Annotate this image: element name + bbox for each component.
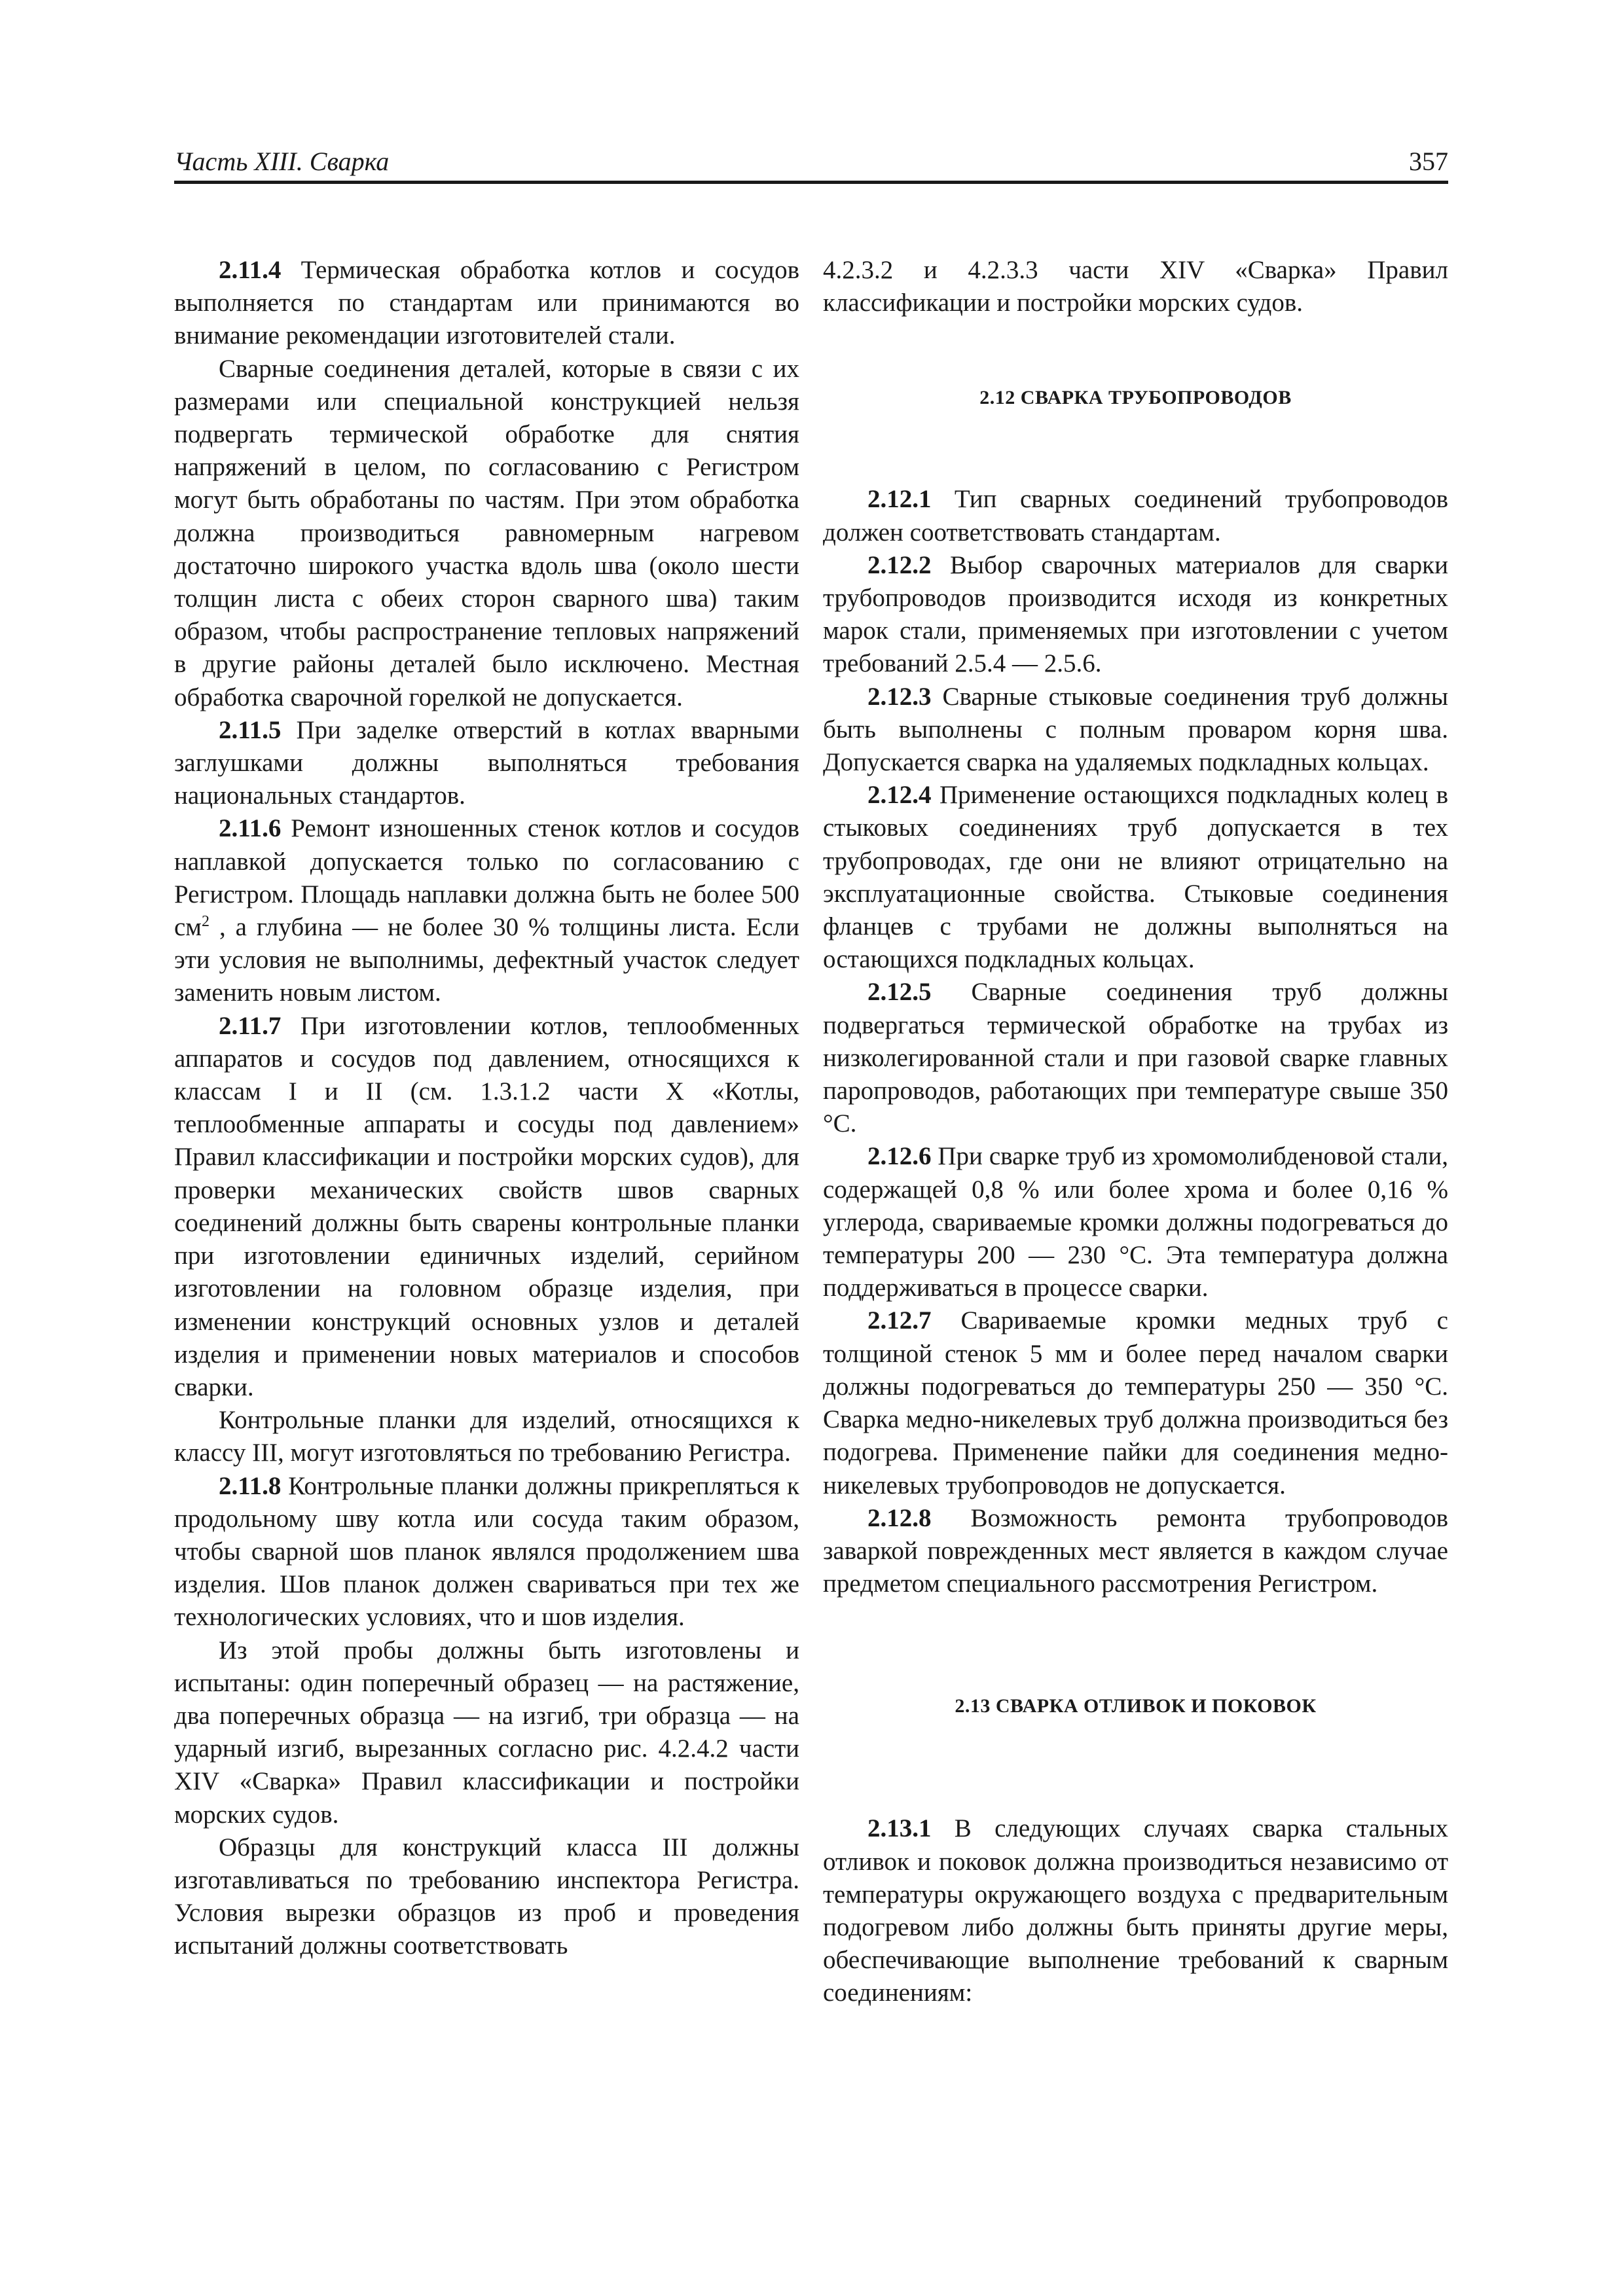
clause-number: 2.11.4 <box>219 256 282 284</box>
running-title: Часть XIII. Сварка <box>174 147 390 176</box>
paragraph-2-12-6 <box>823 1140 1448 1304</box>
clause-number: 2.12.2 <box>867 550 932 579</box>
clause-text: Возможность ремонта трубопроводов заваркой поврежденных мест является в каждом случае предметом специального рассмотрения Регистром. <box>823 1503 1448 1598</box>
paragraph-2-11-6 <box>174 812 799 1009</box>
clause-number: 2.12.8 <box>867 1503 932 1532</box>
paragraph-2-12-3 <box>823 681 1448 780</box>
clause-text: Термическая обработка котлов и сосудов выполняется по стандартам или принимаются во внимание рекомендации изготовителей стали. <box>174 256 799 350</box>
clause-text: Контрольные планки должны прикрепляться к продольному шву котла или сосуда таким образом, чтобы сварной шов планок являлся продолжением шва изделия. Шов планок должен свариваться при тех же технологических условиях, что и шов изделия. <box>174 1471 799 1632</box>
section-heading-2-13: 2.13 СВАРКА ОТЛИВОК И ПОКОВОК <box>955 1695 1317 1717</box>
clause-text: Тип сварных соединений трубопроводов должен соответствовать стандартам. <box>823 485 1448 547</box>
clause-text: При заделке отверстий в котлах вварными заглушками должны выполняться требования национальных стандартов. <box>174 715 799 810</box>
paragraph-2-12-4 <box>823 779 1448 976</box>
paragraph-2-13-1 <box>823 1812 1448 2009</box>
paragraph-2-12-1 <box>823 483 1448 548</box>
clause-number: 2.12.3 <box>867 682 932 711</box>
section-heading-2-12: 2.12 СВАРКА ТРУБОПРОВОДОВ <box>979 387 1292 409</box>
clause-number: 2.12.4 <box>867 781 932 810</box>
clause-number: 2.12.1 <box>867 485 932 514</box>
paragraph-2-11-8-class-iii: Образцы для конструкций класса III должны изготавливаться по требованию инспектора Регистра. Условия вырезки образцов из проб и проведения испытаний должны соответствовать <box>174 1833 799 1960</box>
paragraph-2-11-5 <box>174 714 799 813</box>
paragraph-2-12-7 <box>823 1304 1448 1501</box>
paragraph-2-11-7 <box>174 1010 799 1404</box>
paragraph-2-12-8 <box>823 1502 1448 1601</box>
paragraph-2-11-8-samples: Из этой пробы должны быть изготовлены и испытаны: один поперечный образец — на растяжение, два поперечных образца — на изгиб, три образца — на ударный изгиб, вырезанных согласно рис. 4.2.4.2 части XIV «Сварка» Правил классификации и постройки морских судов. <box>174 1636 799 1829</box>
right-column <box>823 254 1448 2010</box>
clause-text-continued: , а глубина — не более 30 % толщины листа. Если эти условия не выполнимы, дефектный участок следует заменить новым листом. <box>174 913 799 1007</box>
page-header <box>174 139 1448 184</box>
clause-number: 2.11.7 <box>219 1011 282 1040</box>
paragraph-2-11-7-continued: Контрольные планки для изделий, относящихся к классу III, могут изготовляться по требованию Регистра. <box>174 1406 799 1467</box>
clause-text: При изготовлении котлов, теплообменных аппаратов и сосудов под давлением, относящихся к классам I и II (см. 1.3.1.2 части X «Котлы, теплообменные аппараты и сосуды под давлением» Правил классификации и постройки морских судов), для проверки механических свойств швов сварных соединений должны быть сварены контрольные планки при изготовлении единичных изделий, серийном изготовлении на головном образце изделия, при изменении конструкций основных узлов и деталей изделия и применении новых материалов и способов сварки. <box>174 1011 799 1401</box>
page-number: 357 <box>1409 147 1448 176</box>
clause-number: 2.12.7 <box>867 1306 932 1335</box>
clause-text: Сварные стыковые соединения труб должны быть выполнены с полным проваром корня шва. Допускается сварка на удаляемых подкладных кольцах. <box>823 682 1448 777</box>
clause-number: 2.11.6 <box>219 814 282 843</box>
paragraph-2-11-4 <box>174 254 799 353</box>
paragraph-continuation: 4.2.3.2 и 4.2.3.3 части XIV «Сварка» Правил классификации и постройки морских судов. <box>823 256 1448 317</box>
clause-text: Ремонт изношенных стенок котлов и сосудов наплавкой допускается только по согласованию с Регистром. Площадь наплавки должна быть не более 500 см <box>174 814 799 942</box>
clause-text: При сварке труб из хромомолибденовой стали, содержащей 0,8 % или более хрома и более 0,16 % углерода, свариваемые кромки должны подогреваться до температуры 200 — 230 °С. Эта температура должна поддерживаться в процессе сварки. <box>823 1142 1448 1302</box>
clause-text: Применение остающихся подкладных колец в стыковых соединениях труб допускается в тех трубопроводах, где они не влияют отрицательно на эксплуатационные свойства. Стыковые соединения фланцев с трубами не должны выполняться на остающихся подкладных кольцах. <box>823 781 1448 974</box>
superscript: 2 <box>202 913 210 931</box>
paragraph-2-11-4-continued: Сварные соединения деталей, которые в связи с их размерами или специальной конструкцией нельзя подвергать термической обработке для снятия напряжений в целом, по согласованию с Регистром могут быть обработаны по частям. При этом обработка должна производиться равномерным нагревом достаточно широкого участка вдоль шва (около шести толщин листа с обеих сторон сварного шва) таким образом, чтобы распространение тепловых напряжений в другие районы деталей было исключено. Местная обработка сварочной горелкой не допускается. <box>174 354 799 711</box>
clause-number: 2.12.6 <box>867 1142 932 1171</box>
paragraph-2-11-8 <box>174 1470 799 1634</box>
paragraph-2-12-5 <box>823 976 1448 1140</box>
clause-text: Сварные соединения труб должны подвергаться термической обработке на трубах из низколегированной стали и при газовой сварке главных паропроводов, работающих при температуре свыше 350 °С. <box>823 978 1448 1138</box>
paragraph-2-12-2 <box>823 549 1448 681</box>
clause-number: 2.11.5 <box>219 715 282 744</box>
clause-text: В следующих случаях сварка стальных отливок и поковок должна производиться независимо от температуры окружающего воздуха с предварительным подогревом либо должны быть приняты другие меры, обеспечивающие выполнение требований к сварным соединениям: <box>823 1814 1448 2007</box>
clause-number: 2.11.8 <box>219 1471 282 1500</box>
clause-number: 2.13.1 <box>867 1814 932 1843</box>
clause-text: Выбор сварочных материалов для сварки трубопроводов производится исходя из конкретных марок стали, применяемых при изготовлении с учетом требований 2.5.4 — 2.5.6. <box>823 550 1448 678</box>
left-column <box>174 254 799 1963</box>
clause-text: Свариваемые кромки медных труб с толщиной стенок 5 мм и более перед началом сварки должны подогреваться до температуры 250 — 350 °С. Сварка медно-никелевых труб должна производиться без подогрева. Применение пайки для соединения медно-никелевых трубопроводов не допускается. <box>823 1306 1448 1499</box>
clause-number: 2.12.5 <box>867 978 932 1007</box>
